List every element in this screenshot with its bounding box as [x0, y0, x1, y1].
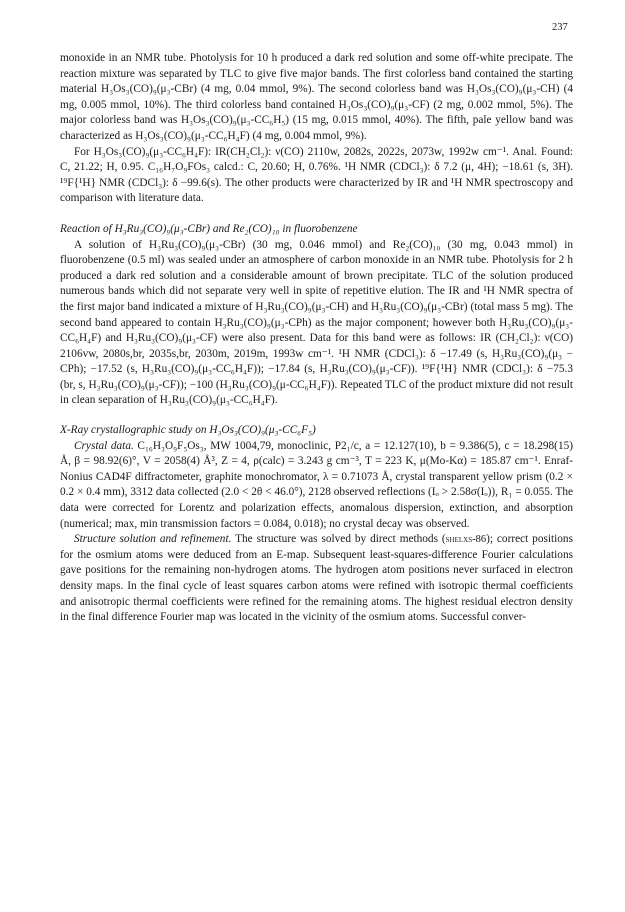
crystal-data-label: Crystal data. [74, 439, 134, 452]
paragraph-osmium-characterization: For H₃Os₃(CO)₉(μ₃-CC₆H₄F): IR(CH₂Cl₂): ν(CO) 2110w, 2082s, 2022s, 2073w, 1992w cm⁻¹. Anal. Found: C, 21.22; H, 0.95. C₁₆H₇O₉FOs₃ calcd.: C, 20.60; H, 0.76%. ¹H NMR (CDCl₃): δ 7.2 (μ, 4H); −18.61 (s, 3H). ¹⁹F{¹H} NMR (CDCl₃): δ −99.6(s). The other products were characterized by IR and ¹H NMR spectroscopy and comparison with literature data. [60, 145, 573, 205]
body-text [60, 51, 573, 626]
section-heading-xray-study: X-Ray crystallographic study on H₃Os₃(CO)₉(μ₃-CC₆F₅) [60, 424, 316, 437]
page-number: 237 [552, 22, 568, 33]
section-heading-ruthenium-reaction: Reaction of H₃Ru₃(CO)₉(μ₃-CBr) and Re₂(CO)₁₀ in fluorobenzene [60, 222, 358, 235]
structure-solution-label: Structure solution and refinement. [74, 533, 232, 546]
crystal-data-text: C₁₆H₃O₉F₅Os₃, MW 1004,79, monoclinic, P2₁/c, a = 12.127(10), b = 9.386(5), c = 18.298(15) Å, β = 98.92(6)°, V = 2058(4) Å³, Z = 4, ρ(calc) = 3.243 g cm⁻³, T = 223 K, μ(Mo-Kα) = 185.87 cm⁻¹. Enraf-Nonius CAD4F diffractometer, graphite monochromator, λ = 0.71073 Å, crystal transparent yellow prism (0.2 × 0.2 × 0.4 mm), 3312 data collected (2.0 < 2θ < 46.0°), 2128 observed reflections (Iₒ > 2.58σ(Iₒ)), R₁ = 0.055. The data were corrected for Lorentz and polarization effects, anomalous dispersion, extinction, and absorption (numerical; max, min transmission factors = 0.084, 0.018); no crystal decay was observed. [60, 439, 574, 530]
paragraph-ruthenium-reaction: A solution of H₃Ru₃(CO)₉(μ₃-CBr) (30 mg, 0.046 mmol) and Re₂(CO)₁₀ (30 mg, 0.043 mmol) in fluorobenzene (0.5 ml) was sealed under an atmosphere of carbon monoxide in an NMR tube. Photolysis for 2 h produced a dark red solution and a considerable amount of brown precipitate. TLC of the solution produced numerous bands which did not separate very well in spite of repetitive elution. The IR and ¹H NMR spectra of the first major band indicated a mixture of H₃Ru₃(CO)₉(μ₃-CH) and H₃Ru₃(CO)₉(μ₃-CBr) (total mass 5 mg). The second band appeared to contain H₃Ru₃(CO)₉(μ₃-CPh) as the major component; however both H₃Ru₃(CO)₉(μ₃-CC₆H₄F) and H₃Ru₃(CO)₉(μ₃-CF) were also present. Data for this band were as follows: IR (CH₂Cl₂): ν(CO) 2106vw, 2080s,br, 2035s,br, 2030m, 2019m, 1993w cm⁻¹. ¹H NMR (CDCl₃): δ −17.49 (s, H₃Ru₃(CO)₉(μ₃ − CPh); −17.52 (s, H₃Ru₃(CO)₉(μ₃-CC₆H₄F)); −17.84 (s, H₃Ru₃(CO)₉(μ₃-CF)). ¹⁹F{¹H} NMR (CDCl₃): δ −75.3 (br, s, H₃Ru₃(CO)₉(μ₃-CF)); −100 (H₃Ru₃(CO)₉(μ-CC₆H₄F)). Repeated TLC of the product mixture did not result in clean separation of H₃Ru₃(CO)₉(μ₃-CC₆H₄F). [60, 238, 573, 407]
paragraph-osmium-photolysis: monoxide in an NMR tube. Photolysis for 10 h produced a dark red solution and some off-white precipate. The reaction mixture was separated by TLC to give five major bands. The first colorless band contained the starting material H₃Os₃(CO)₉(μ₃-CBr) (4 mg, 0.04 mmol, 9%). The second colorless band was H₃Os₃(CO)₉(μ₃-CH) (4 mg, 0.005 mmol, 10%). The third colorless band contained H₃Os₃(CO)₉(μ₃-CF) (2 mg, 0.002 mmol, 5%). The major colorless band was H₃Os₃(CO)₉(μ₃-CC₆H₅) (15 mg, 0.015 mmol, 40%). The fifth, pale yellow band was characterized as H₃Os₃(CO)₉(μ₃-CC₆H₄F) (4 mg, 0.004 mmol, 9%). [60, 52, 573, 142]
software-name: shelxs-86 [445, 534, 487, 546]
paragraph-structure-solution [60, 532, 573, 626]
structure-solution-text-b: ); correct positions for the osmium atoms were deduced from an E-map. Subsequent least-squares-difference Fourier calculations gave positions for the remaining non-hydrogen atoms. The hydrogen atom positions never surfaced in electron density maps. In the final cycle of least squares carbon atoms were refined with isotropic thermal coefficients and anisotropic thermal coefficients were refined for the remaining atoms. The highest residual electron density in the final difference Fourier map was located in the vicinity of the osmium atoms. Successful conver- [60, 533, 573, 624]
paragraph-crystal-data [60, 439, 573, 533]
structure-solution-text-a: The structure was solved by direct methods ( [231, 533, 446, 546]
